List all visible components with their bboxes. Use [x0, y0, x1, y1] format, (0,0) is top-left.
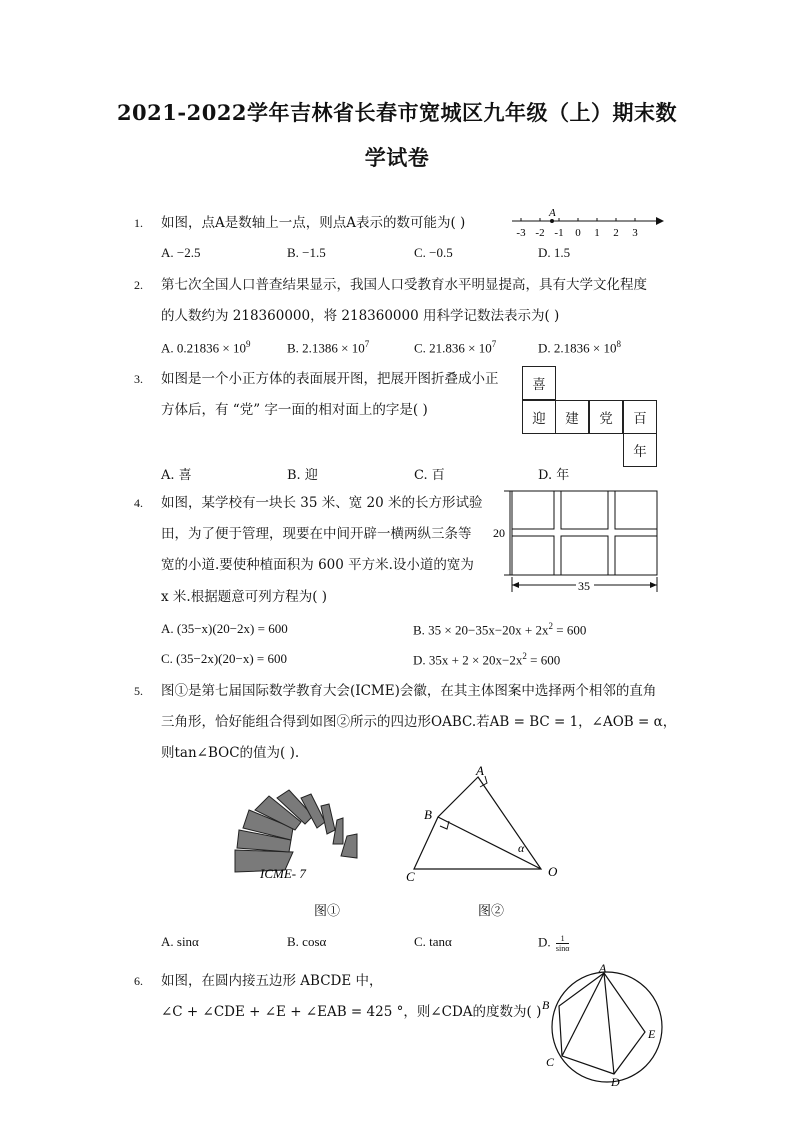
icme-logo-figure	[225, 782, 365, 887]
figure-caption-2: 图②	[478, 904, 505, 919]
fraction-denominator: sinα	[555, 944, 570, 953]
angle-label-alpha: α	[518, 841, 525, 855]
page-title-line2: 学试卷	[364, 145, 430, 170]
question-text: 如图是一个小正方体的表面展开图，把展开图折叠成小正	[161, 371, 499, 387]
figure-caption-1: 图①	[314, 904, 341, 919]
option-text: A. (35−x)(20−2x) = 600	[161, 621, 288, 636]
option-b[interactable]	[287, 339, 369, 356]
exponent: 9	[245, 339, 251, 349]
option-b[interactable]: B. −1.5	[287, 245, 326, 260]
option-d[interactable]	[538, 339, 621, 356]
option-d[interactable]	[413, 651, 560, 668]
question-number: 4.	[134, 496, 143, 510]
question-text: 图①是第七届国际数学教育大会(ICME)会徽，在其主体图案中选择两个相邻的直角	[161, 683, 657, 699]
option-c[interactable]: C. tanα	[414, 934, 452, 949]
option-b[interactable]	[413, 621, 586, 638]
option-d[interactable]: D. 年	[538, 468, 570, 483]
question-text: x 米.根据题意可列方程为( )	[161, 589, 328, 605]
option-a[interactable]	[161, 621, 288, 637]
question-number: 5.	[134, 684, 143, 698]
option-a[interactable]: A. sinα	[161, 934, 199, 949]
exponent: 8	[616, 339, 621, 349]
option-a[interactable]	[161, 339, 250, 356]
option-c[interactable]	[161, 651, 287, 667]
vertex-label-a: A	[599, 961, 607, 975]
exponent: 2	[522, 651, 527, 661]
tick-label: 0	[575, 227, 581, 239]
vertex-label-o: O	[548, 864, 558, 879]
question-text: 第七次全国人口普查结果显示，我国人口受教育水平明显提高，具有大学文化程度	[161, 277, 647, 293]
cube-face: 建	[555, 400, 589, 434]
field-figure	[490, 486, 665, 596]
page-title-line1: 2021-2022学年吉林省长春市宽城区九年级（上）期末数	[116, 100, 678, 125]
option-c[interactable]: C. 百	[414, 468, 445, 483]
width-label: 20	[493, 526, 505, 540]
exponent: 7	[364, 339, 370, 349]
exponent: 7	[491, 339, 497, 349]
tick-label: -1	[554, 227, 564, 239]
question-number: 1.	[134, 216, 143, 230]
vertex-label-d: D	[611, 1075, 620, 1089]
tick-label: 3	[632, 227, 638, 239]
vertex-label-a: A	[476, 765, 484, 778]
tick-label: 2	[613, 227, 619, 239]
vertex-label-c: C	[406, 869, 415, 884]
tick-label: -2	[535, 227, 545, 239]
point-a-marker	[550, 219, 554, 223]
option-text: B. 35 × 20−35x−20x + 2x	[413, 622, 549, 638]
option-d[interactable]	[538, 934, 569, 953]
question-text: 则tan∠BOC的值为( ).	[161, 745, 300, 761]
vertex-label-c: C	[546, 1055, 555, 1069]
option-text: A. 0.21836 × 10	[161, 340, 246, 356]
length-label: 35	[578, 579, 590, 593]
vertex-label-e: E	[648, 1027, 656, 1041]
question-text: 宽的小道.要使种植面积为 600 平方米.设小道的宽为	[161, 557, 474, 573]
cube-face: 党	[589, 400, 623, 434]
option-a[interactable]: A. −2.5	[161, 245, 201, 260]
option-text: B. 2.1386 × 10	[287, 340, 365, 356]
option-text-tail: = 600	[526, 652, 561, 668]
question-text: ∠C + ∠CDE + ∠E + ∠EAB = 425 °，则∠CDA的度数为( )	[161, 1004, 542, 1020]
question-text: 如图，某学校有一块长 35 米、宽 20 米的长方形试验	[161, 495, 483, 511]
option-text: D. 35x + 2 × 20x−2x	[413, 652, 523, 668]
option-text: C. 21.836 × 10	[414, 340, 492, 356]
option-c[interactable]: C. −0.5	[414, 245, 453, 260]
question-text: 三角形，恰好能组合得到如图②所示的四边形OABC.若AB = BC = 1，∠AOB = α，	[161, 714, 677, 730]
question-number: 2.	[134, 278, 143, 292]
inscribed-pentagon-figure	[536, 960, 664, 1090]
tick-label: -3	[516, 227, 526, 239]
option-text: D.	[538, 934, 551, 950]
option-b[interactable]: B. 迎	[287, 468, 318, 483]
vertex-label-b: B	[424, 807, 432, 822]
cube-face: 迎	[522, 400, 556, 434]
question-number: 3.	[134, 372, 143, 386]
option-d[interactable]: D. 1.5	[538, 245, 571, 260]
fraction-numerator: 1	[556, 934, 570, 944]
cube-face: 喜	[522, 366, 556, 400]
option-text: C. (35−2x)(20−x) = 600	[161, 651, 287, 666]
question-text: 如图，在圆内接五边形 ABCDE 中，	[161, 973, 383, 989]
cube-face: 年	[623, 433, 657, 467]
question-number: 6.	[134, 974, 143, 988]
question-text: 方体后，有 “党” 字一面的相对面上的字是( )	[161, 402, 428, 418]
number-line-figure	[508, 204, 668, 240]
quadrilateral-figure	[398, 765, 568, 885]
option-c[interactable]	[414, 339, 496, 356]
cube-face: 百	[623, 400, 657, 434]
option-a[interactable]: A. 喜	[161, 468, 192, 483]
option-text: D. 2.1836 × 10	[538, 340, 617, 356]
question-text: 的人数约为 218360000，将 218360000 用科学记数法表示为( )	[161, 308, 560, 324]
option-b[interactable]: B. cosα	[287, 934, 327, 949]
tick-label: 1	[594, 227, 600, 239]
question-text: 如图，点A是数轴上一点，则点A表示的数可能为( )	[161, 215, 466, 231]
icme-logo-text: ICME- 7	[260, 866, 306, 881]
question-text: 田，为了便于管理，现要在中间开辟一横两纵三条等	[161, 526, 472, 542]
option-text-tail: = 600	[553, 622, 587, 638]
exponent: 2	[548, 621, 553, 631]
vertex-label-b: B	[542, 998, 550, 1012]
point-a-label: A	[549, 207, 556, 219]
